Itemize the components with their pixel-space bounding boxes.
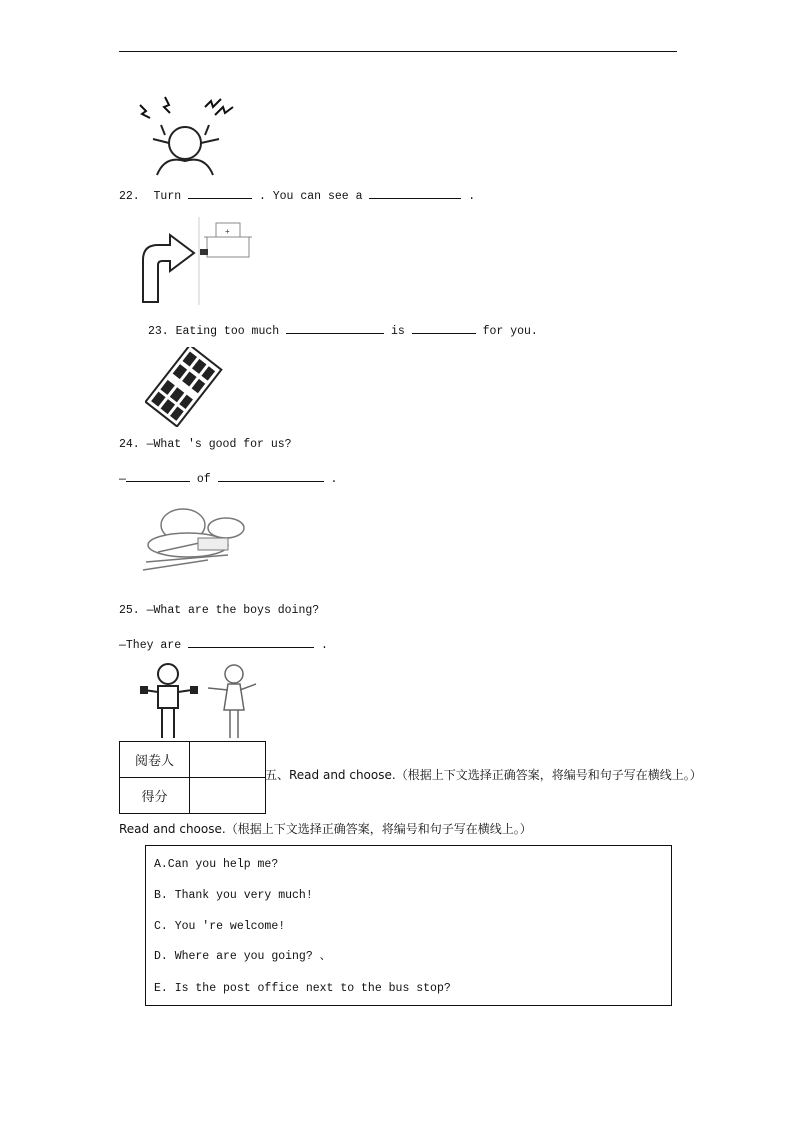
answer-blank[interactable] xyxy=(286,323,384,334)
question-text: . You can see a xyxy=(258,190,363,203)
score-table xyxy=(119,741,266,814)
answer-25 xyxy=(119,637,328,653)
question-text: Turn xyxy=(153,190,182,203)
question-text: —What are the boys doing? xyxy=(146,604,320,617)
score-cell[interactable] xyxy=(190,778,266,814)
question-text: Eating too much xyxy=(175,325,280,338)
option-a: A.Can you help me? xyxy=(154,858,279,871)
question-number: 24. xyxy=(119,438,140,451)
boys-exercising-image xyxy=(138,660,268,740)
question-text: —They are xyxy=(119,639,182,652)
question-25 xyxy=(119,604,319,618)
question-text: is xyxy=(390,325,405,338)
question-text: . xyxy=(468,190,476,203)
answer-blank[interactable] xyxy=(188,188,252,199)
answer-blank[interactable] xyxy=(369,188,461,199)
option-c: C. You 're welcome! xyxy=(154,920,286,933)
question-number: 25. xyxy=(119,604,140,617)
reviewer-cell[interactable] xyxy=(190,742,266,778)
question-text: . xyxy=(320,639,328,652)
question-24 xyxy=(119,438,292,452)
question-text: of xyxy=(196,473,211,486)
vegetables-image xyxy=(138,500,248,576)
answer-blank[interactable] xyxy=(188,637,314,648)
header-rule xyxy=(119,51,677,52)
answer-blank[interactable] xyxy=(126,471,190,482)
option-e: E. Is the post office next to the bus stop? xyxy=(154,982,451,995)
question-text: . xyxy=(330,473,338,486)
score-label: 得分 xyxy=(120,778,190,814)
question-number: 22. xyxy=(119,190,140,203)
question-text: —What 's good for us? xyxy=(146,438,292,451)
turn-right-hospital-image xyxy=(140,215,255,307)
answer-blank[interactable] xyxy=(218,471,324,482)
answer-24 xyxy=(119,471,337,487)
dash: — xyxy=(119,473,126,486)
section-heading: 五、Read and choose.（根据上下文选择正确答案，将编号和句子写在横线上。） xyxy=(265,768,702,782)
section-instruction: Read and choose.（根据上下文选择正确答案，将编号和句子写在横线上。） xyxy=(119,822,532,836)
question-text: for you. xyxy=(482,325,538,338)
reviewer-label: 阅卷人 xyxy=(120,742,190,778)
question-23 xyxy=(148,323,538,339)
question-number: 23. xyxy=(148,325,169,338)
question-22 xyxy=(119,188,475,204)
svg-text:+: + xyxy=(225,228,230,237)
option-b: B. Thank you very much! xyxy=(154,889,313,902)
answer-blank[interactable] xyxy=(412,323,476,334)
option-d: D. Where are you going? 、 xyxy=(154,950,332,963)
chocolate-bar-image xyxy=(145,347,227,427)
headache-boy-image xyxy=(135,95,235,177)
